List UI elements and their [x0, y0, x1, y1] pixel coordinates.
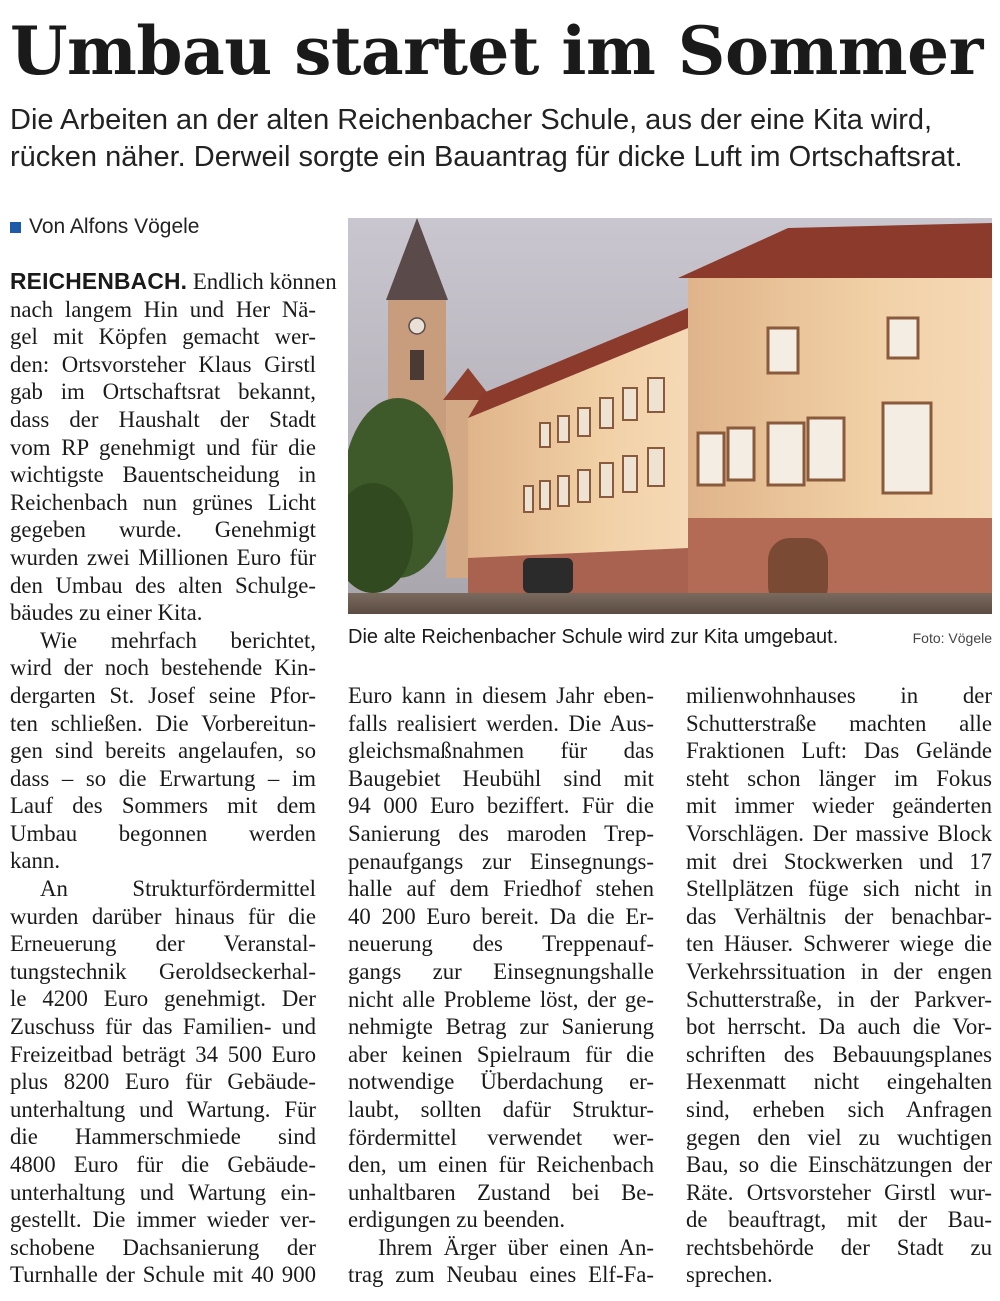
text-line: laubt, sollten dafür Struktur-	[348, 1096, 654, 1122]
text-line: rechtsbehörde der Stadt zu	[686, 1234, 992, 1260]
text-line: gegen den viel zu wuchtigen	[686, 1124, 992, 1150]
text-line: fördermittel verwendet wer-	[348, 1124, 654, 1150]
subheadline-line: Die Arbeiten an der alten Reichenbacher Schule, aus der eine Kita wird,	[10, 104, 933, 136]
text-line: Schutterstraße machten alle	[686, 710, 992, 736]
text-line: dergarten St. Josef seine Pfor-	[10, 682, 316, 708]
text-line: bäudes zu einer Kita.	[10, 600, 203, 626]
text-line: Zuschuss für das Familien- und	[10, 1014, 316, 1040]
text-line: Baugebiet Heubühl sind mit	[348, 765, 654, 791]
text-line: unterhaltung und Wartung ein-	[10, 1179, 316, 1205]
byline	[10, 213, 199, 241]
text-line: nicht alle Probleme löst, der ge-	[348, 986, 654, 1012]
text-line: tungstechnik Geroldseckerhal-	[10, 958, 316, 984]
text-line: mit immer wieder geänderten	[686, 793, 992, 819]
article-column-2	[348, 682, 654, 1289]
text-line: Schutterstraße, in der Parkver-	[686, 986, 992, 1012]
byline-square-icon	[10, 222, 21, 233]
text-line: plus 8200 Euro für Gebäude-	[10, 1069, 316, 1095]
byline-text: Von Alfons Vögele	[29, 215, 200, 238]
text-line: wurden zwei Millionen Euro für	[10, 544, 316, 570]
text-line: nach langem Hin und Her Nä-	[10, 296, 316, 322]
text-line: gen sind bereits angelaufen, so	[10, 738, 316, 764]
text-line: Erneuerung der Veranstal-	[10, 931, 316, 957]
text-line: Wie mehrfach berichtet,	[40, 627, 316, 653]
text-line: gleichsmaßnahmen für das	[348, 738, 654, 764]
text-line: Turnhalle der Schule mit 40 900	[10, 1262, 316, 1288]
text-line: gangs zur Einsegnungshalle	[348, 958, 654, 984]
text-line: Stellplätzen füge sich nicht in	[686, 876, 992, 902]
text-line: 4800 Euro für die Gebäude-	[10, 1152, 316, 1177]
text-line: Verkehrssituation in der engen	[686, 958, 992, 984]
text-line: sind, erheben sich Anfragen	[686, 1096, 992, 1122]
text-line: sprechen.	[686, 1262, 773, 1288]
text-line: Euro kann in diesem Jahr eben-	[348, 683, 654, 708]
text-line: Freizeitbad beträgt 34 500 Euro	[10, 1041, 316, 1067]
text-line: die Hammerschmiede sind	[10, 1124, 316, 1150]
text-line: erdigungen zu beenden.	[348, 1207, 566, 1233]
school-building-image	[348, 218, 992, 614]
text-line: wird der noch bestehende Kin-	[10, 655, 316, 681]
article-column-1	[10, 268, 337, 1289]
text-line: nehmigte Betrag zur Sanierung	[348, 1014, 654, 1040]
text-line: steht schon länger im Fokus	[686, 765, 992, 791]
text-line: Vorschlägen. Der massive Block	[686, 820, 992, 846]
text-line: Sanierung des maroden Trep-	[348, 820, 654, 846]
text-line: bot herrscht. Da auch die Vor-	[686, 1014, 992, 1040]
photo-credit: Foto: Vögele	[912, 630, 992, 646]
article-column-3	[686, 682, 992, 1289]
headline: Umbau startet im Sommer	[10, 12, 983, 90]
text-line: gestellt. Die immer wieder ver-	[10, 1207, 316, 1233]
text-line: den: Ortsvorsteher Klaus Girstl	[10, 351, 316, 377]
text-line: ten schließen. Die Vorbereitun-	[10, 710, 316, 736]
text-line: An Strukturfördermittel	[40, 876, 316, 902]
text-line: Lauf des Sommers mit dem	[10, 793, 316, 819]
photo-caption: Die alte Reichenbacher Schule wird zur Kita umgebaut.	[348, 626, 839, 648]
text-line: penaufgangs zur Einsegnungs-	[348, 848, 654, 874]
text-line: dass – so die Erwartung – im	[10, 765, 316, 791]
text-line: mit drei Stockwerken und 17	[686, 848, 992, 874]
text-line: trag zum Neubau eines Elf-Fa-	[348, 1262, 654, 1288]
text-line: schobene Dachsanierung der	[10, 1234, 316, 1260]
text-line: schriften des Bebauungsplanes	[686, 1041, 992, 1067]
text-line: unterhaltung und Wartung. Für	[10, 1096, 316, 1122]
text-line: unhaltbaren Zustand bei Be-	[348, 1179, 654, 1205]
text-line: notwendige Überdachung er-	[348, 1069, 654, 1095]
school-photo	[348, 218, 992, 614]
text-line: falls realisiert werden. Die Aus-	[348, 710, 654, 736]
text-line: 94 000 Euro beziffert. Für die	[348, 793, 654, 819]
text-line: kann.	[10, 848, 61, 874]
text-line: den, um einen für Reichenbach	[348, 1152, 654, 1178]
text-line: gab im Ortschaftsrat bekannt,	[10, 379, 316, 405]
text-line: vom RP genehmigt und für die	[10, 434, 316, 460]
text-line: milienwohnhauses in der	[686, 683, 992, 708]
text-line: Reichenbach nun grünes Licht	[10, 489, 316, 515]
text-line: halle auf dem Friedhof stehen	[348, 876, 654, 902]
text-line: gel mit Köpfen gemacht wer-	[10, 324, 316, 350]
text-line: aber keinen Spielraum für die	[348, 1041, 654, 1067]
text-line: gegeben wurde. Genehmigt	[10, 517, 316, 543]
text-line: Umbau begonnen werden	[10, 820, 316, 846]
subheadline	[10, 102, 990, 176]
text-line: le 4200 Euro genehmigt. Der	[10, 986, 316, 1012]
text-line: ten Häuser. Schwerer wiege die	[686, 931, 992, 957]
text-line: Fraktionen Luft: Das Gelände	[686, 738, 992, 764]
text-line: das Verhältnis der benachbar-	[686, 903, 992, 929]
text-line: neuerung des Treppenauf-	[348, 931, 654, 957]
text-line-tail: Endlich können	[187, 269, 337, 294]
text-line: Räte. Ortsvorsteher Girstl wur-	[686, 1179, 992, 1205]
subheadline-line: rücken näher. Derweil sorgte ein Bauantrag für dicke Luft im Ortschaftsrat.	[10, 141, 963, 173]
photo-caption-row	[348, 626, 992, 649]
text-line	[10, 268, 337, 296]
text-line: wichtigste Bauentscheidung in	[10, 462, 316, 488]
text-line: Hexenmatt nicht eingehalten	[686, 1069, 992, 1095]
text-line: de beauftragt, mit der Bau-	[686, 1207, 992, 1233]
dateline: REICHENBACH.	[10, 268, 188, 294]
text-line: Ihrem Ärger über einen An-	[378, 1234, 654, 1260]
text-line: 40 200 Euro bereit. Da die Er-	[348, 903, 654, 929]
text-line: wurden darüber hinaus für die	[10, 903, 316, 929]
text-line: Bau, so die Einschätzungen der	[686, 1152, 992, 1178]
text-line: den Umbau des alten Schulge-	[10, 572, 316, 598]
text-line: dass der Haushalt der Stadt	[10, 406, 316, 432]
